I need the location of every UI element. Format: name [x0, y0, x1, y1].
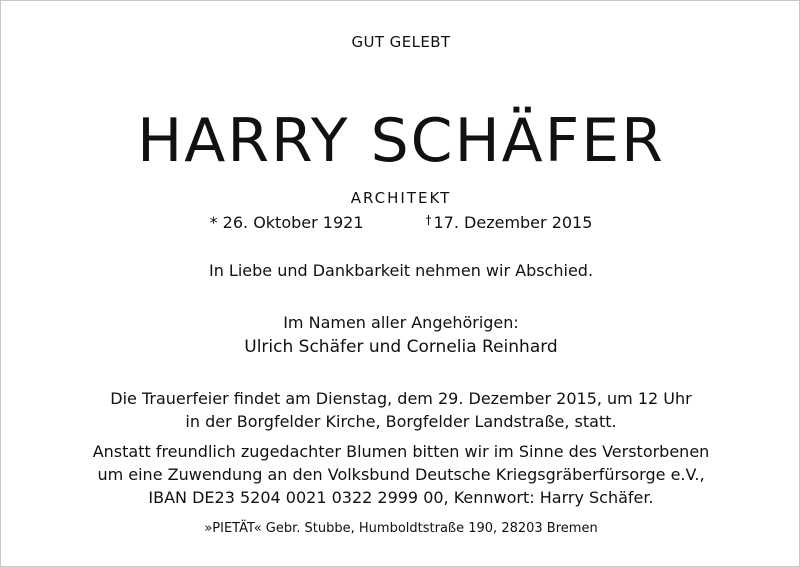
donation-line: IBAN DE23 5204 0021 0322 2999 00, Kennwort: Harry Schäfer. — [148, 488, 654, 507]
ceremony-line: in der Borgfelder Kirche, Borgfelder Landstraße, statt. — [185, 412, 617, 431]
motto-heading: GUT GELEBT — [351, 33, 451, 51]
deceased-name: HARRY SCHÄFER — [137, 106, 665, 176]
profession-label: ARCHITEKT — [350, 189, 452, 207]
life-dates — [1, 213, 800, 232]
on-behalf-text: Im Namen aller Angehörigen: — [283, 313, 519, 332]
ceremony-line: Die Trauerfeier findet am Dienstag, dem 29. Dezember 2015, um 12 Uhr — [110, 389, 692, 408]
death-cross-icon: † — [425, 213, 432, 227]
birth-date: * 26. Oktober 1921 — [209, 213, 364, 232]
donation-line: um eine Zuwendung an den Volksbund Deutsche Kriegsgräberfürsorge e.V., — [97, 465, 705, 484]
mourners-names: Ulrich Schäfer und Cornelia Reinhard — [244, 337, 558, 357]
undertaker-footer: »PIETÄT« Gebr. Stubbe, Humboldtstraße 190, 28203 Bremen — [204, 521, 598, 536]
donation-line: Anstatt freundlich zugedachter Blumen bitten wir im Sinne des Verstorbenen — [92, 442, 710, 461]
farewell-text: In Liebe und Dankbarkeit nehmen wir Abschied. — [208, 261, 594, 280]
death-date: 17. Dezember 2015 — [433, 213, 593, 232]
